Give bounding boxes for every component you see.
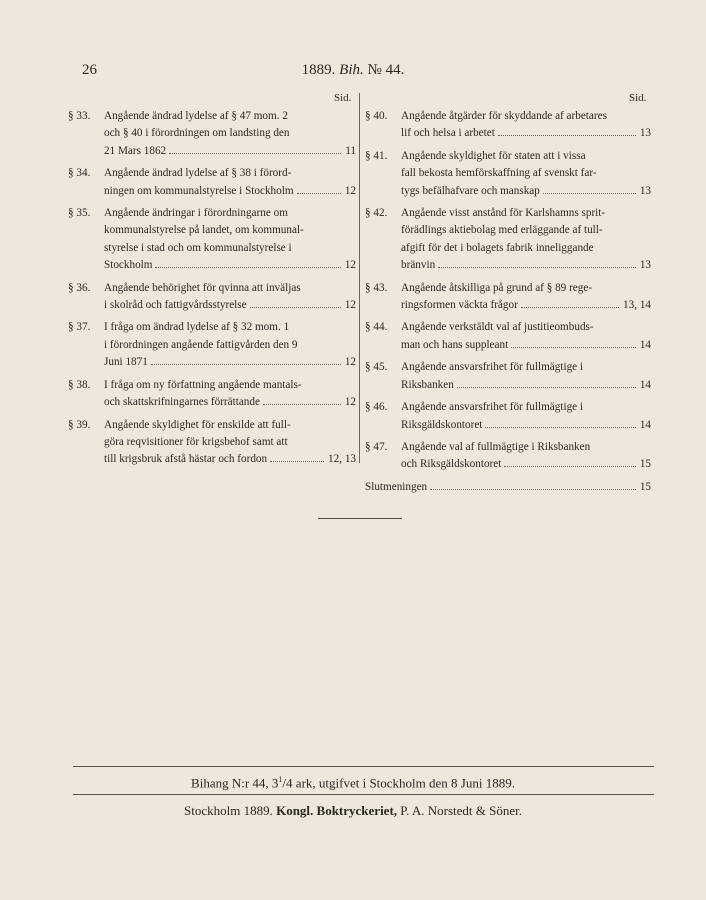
section-number: § 35. [68, 207, 91, 220]
bihang-frac: /4 [282, 775, 293, 791]
section-number: § 45. [365, 361, 388, 374]
entry-last-line [104, 354, 356, 371]
toc-entry [365, 399, 651, 434]
dot-leader [270, 461, 324, 462]
page-reference: 12 [344, 184, 356, 197]
section-number: § 46. [365, 401, 388, 414]
toc-entry [68, 280, 356, 315]
entry-line: Angående åtskilliga på grund af § 89 rege- [401, 281, 593, 294]
bihang-prefix: Bihang N:r 44, 3 [191, 775, 279, 791]
entry-line: afgift för det i bolagets fabrik inneliggande [401, 241, 594, 254]
toc-entry [68, 417, 356, 469]
entry-line: I fråga om ändrad lydelse af § 32 mom. 1 [104, 321, 290, 334]
page-reference: 12 [344, 356, 356, 369]
entry-line: i skolråd och fattigvårdsstyrelse [104, 299, 247, 312]
toc-entry [365, 108, 651, 143]
page-reference: 15 [639, 458, 651, 471]
dot-leader [504, 466, 635, 467]
dot-leader [498, 135, 636, 136]
entry-last-line [401, 337, 651, 354]
page-reference: 14 [639, 418, 651, 431]
entry-last-line [401, 125, 651, 142]
footer-rule-top [73, 766, 654, 767]
entry-line: ringsformen väckta frågor [401, 299, 518, 312]
entry-line: Angående ändringar i förordningarne om [104, 207, 288, 220]
entry-last-line [104, 183, 356, 200]
entry-line: lif och helsa i arbetet [401, 127, 495, 140]
header-year: 1889. [301, 62, 336, 78]
section-number: § 40. [365, 110, 388, 122]
dot-leader [169, 153, 341, 154]
entry-line: ningen om kommunalstyrelse i Stockholm [104, 184, 294, 197]
entry-line: och § 40 i förordningen om landsting den [104, 127, 290, 140]
section-number: § 33. [68, 110, 91, 122]
page-reference: 13 [639, 184, 651, 197]
dot-leader [151, 364, 341, 365]
entry-last-line [401, 183, 651, 200]
entry-last-line [401, 417, 651, 434]
section-number: § 43. [365, 281, 388, 294]
toc-entry [68, 319, 356, 371]
section-number: § 36. [68, 281, 91, 294]
header-bih: Bih. [339, 62, 364, 78]
section-number: § 42. [365, 207, 388, 220]
printer-place: Stockholm 1889. [183, 803, 273, 818]
dot-leader [250, 307, 341, 308]
section-end-rule [318, 518, 402, 519]
dot-leader [457, 387, 636, 388]
entry-last-line [401, 456, 651, 473]
toc-entry [365, 319, 651, 354]
entry-line: styrelse i stad och om kommunalstyrelse i [104, 241, 292, 254]
bihang-sup: 1 [278, 775, 283, 784]
section-number: § 34. [68, 167, 91, 180]
entry-line: Angående visst anstånd för Karlshamns sprit- [401, 207, 606, 220]
entry-line: Angående skyldighet för staten att i vissa [401, 149, 586, 162]
entry-line: Angående ansvarsfrihet för fullmägtige i [401, 401, 584, 414]
entry-line: Juni 1871 [104, 356, 148, 369]
toc-entry [68, 377, 356, 412]
section-number: § 47. [365, 440, 388, 453]
dot-leader [438, 267, 636, 268]
toc-entry [365, 280, 651, 315]
entry-line: I fråga om ny författning angående mantals- [104, 378, 302, 391]
page-number: 26 [82, 62, 97, 78]
page-reference: 14 [639, 338, 651, 351]
page-reference: 15 [639, 480, 651, 493]
entry-line: Angående ändrad lydelse af § 38 i förord- [104, 167, 292, 180]
entry-line: Stockholm [104, 259, 153, 272]
toc-entry [365, 359, 651, 394]
page-reference: 12, 13 [328, 453, 356, 466]
header-number: № 44. [367, 62, 405, 78]
entry-line: Angående ändrad lydelse af § 47 mom. 2 [104, 110, 288, 122]
entry-last-line [104, 394, 356, 411]
page-reference: 12 [344, 299, 356, 312]
dot-leader [297, 193, 341, 194]
entry-last-line [104, 143, 356, 160]
entry-line: Angående ansvarsfrihet för fullmägtige i [401, 361, 584, 374]
sid-label-left: Sid. [334, 92, 352, 104]
entry-line: Angående val af fullmägtige i Riksbanken [401, 440, 591, 453]
footer-rule-bottom [73, 794, 654, 795]
column-divider [359, 93, 360, 463]
printer-name: Kongl. Boktryckeriet, [276, 803, 398, 818]
entry-last-line [104, 451, 356, 468]
toc-right-column [365, 108, 651, 501]
entry-line: och skattskrifningarnes förrättande [104, 396, 260, 409]
dot-leader [430, 489, 636, 490]
page-reference: 13, 14 [623, 299, 651, 312]
entry-last-line [401, 297, 651, 314]
entry-line: Angående behörighet för qvinna att inväljas [104, 281, 301, 294]
bihang-imprint [0, 775, 706, 791]
entry-line: 21 Mars 1862 [104, 144, 167, 157]
section-number: § 37. [68, 321, 91, 334]
entry-line: bränvin [401, 259, 436, 272]
entry-line: Riksbanken [401, 378, 454, 391]
entry-last-line [104, 297, 356, 314]
entry-line: Angående åtgärder för skyddande af arbetares [401, 110, 607, 122]
entry-line: fall bekosta hemförskaffning af svenskt far- [401, 167, 597, 180]
page-reference: 13 [639, 127, 651, 140]
entry-line: Slutmeningen [365, 480, 428, 493]
toc-left-column [68, 108, 356, 474]
toc-entry [365, 439, 651, 474]
entry-line: Riksgäldskontoret [401, 418, 483, 431]
section-number: § 39. [68, 418, 91, 431]
section-number: § 38. [68, 378, 91, 391]
entry-line: Angående skyldighet för enskilde att full- [104, 418, 291, 431]
entry-line: man och hans suppleant [401, 338, 509, 351]
entry-line: göra reqvisitioner för krigsbehof samt att [104, 435, 288, 448]
dot-leader [521, 307, 619, 308]
page-reference: 13 [639, 259, 651, 272]
dot-leader [263, 404, 341, 405]
entry-line: förädlings aktiebolag med erläggande af tull- [401, 224, 603, 237]
page-reference: 11 [345, 144, 356, 157]
entry-line: till krigsbruk afstå hästar och fordon [104, 453, 268, 466]
toc-entry [68, 205, 356, 275]
dot-leader [511, 347, 636, 348]
toc-entry-closing [365, 479, 651, 496]
sid-label-right: Sid. [629, 92, 647, 104]
dot-leader [485, 427, 635, 428]
entry-line: Angående verkstäldt val af justitieombuds- [401, 321, 594, 334]
entry-last-line [365, 479, 651, 496]
entry-line: tygs befälhafvare och manskap [401, 184, 540, 197]
printer-imprint [0, 803, 706, 819]
entry-last-line [401, 257, 651, 274]
entry-line: i förordningen angående fattigvården den 9 [104, 338, 298, 351]
toc-entry [365, 205, 651, 275]
bihang-suffix: ark, utgifvet i Stockholm den 8 Juni 1889. [292, 775, 515, 791]
section-number: § 44. [365, 321, 388, 334]
running-header [0, 62, 706, 79]
page-reference: 14 [639, 378, 651, 391]
page-reference: 12 [344, 259, 356, 272]
printer-owner: P. A. Norstedt & Söner. [400, 803, 523, 818]
entry-last-line [401, 377, 651, 394]
section-number: § 41. [365, 149, 388, 162]
toc-entry [365, 148, 651, 200]
dot-leader [155, 267, 340, 268]
entry-last-line [104, 257, 356, 274]
page-reference: 12 [344, 396, 356, 409]
toc-entry [68, 108, 356, 160]
entry-line: och Riksgäldskontoret [401, 458, 502, 471]
entry-line: kommunalstyrelse på landet, om kommunal- [104, 224, 304, 237]
toc-entry [68, 165, 356, 200]
dot-leader [543, 193, 636, 194]
